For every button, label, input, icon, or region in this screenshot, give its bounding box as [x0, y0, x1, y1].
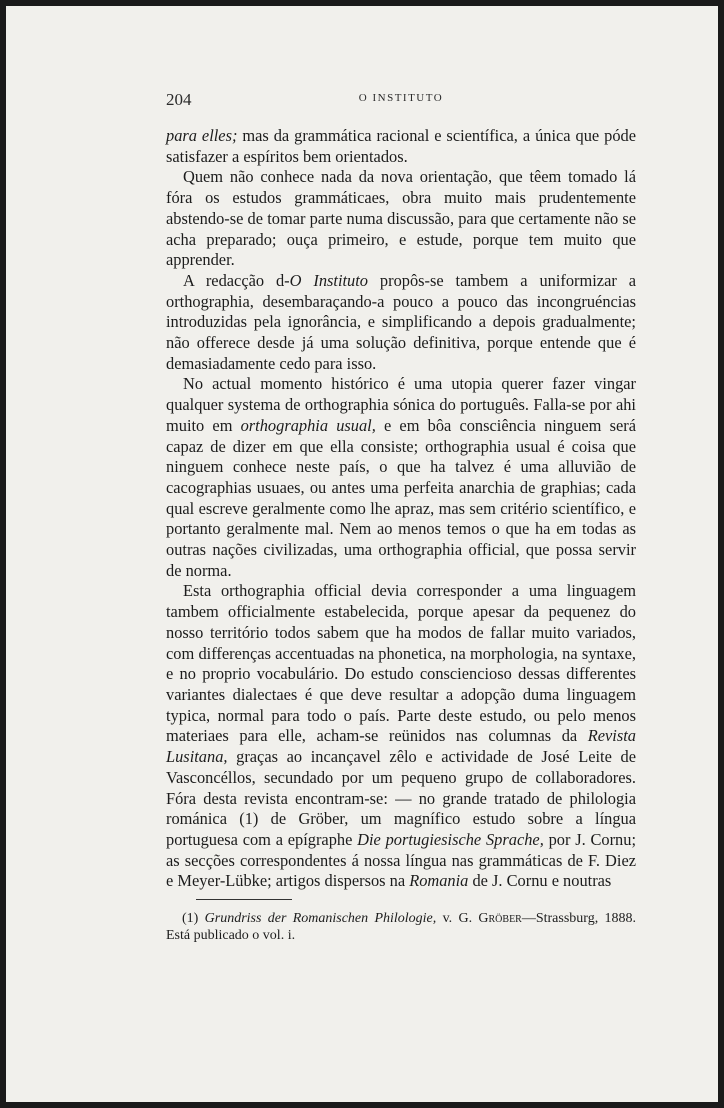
footnote [166, 910, 636, 944]
paragraph [166, 126, 636, 167]
text-run: de J. Cornu e noutras [468, 871, 612, 891]
paragraph [166, 271, 636, 375]
footnote-editor: Gröber [478, 911, 522, 926]
book-page [6, 6, 718, 1102]
italic-phrase: Romania [409, 871, 469, 891]
italic-phrase: para elles; [166, 126, 238, 145]
italic-phrase: orthographia usual, [240, 415, 376, 435]
journal-title: O INSTITUTO [358, 92, 444, 104]
footnote-marker: (1) [182, 911, 205, 926]
text-run: No actual momento histórico é uma utopia querer fazer vingar qualquer systema de orthographia sónica do português. Falla-se por ahi muito em [166, 374, 636, 435]
running-head [166, 90, 636, 110]
paragraph [166, 167, 636, 271]
text-run: A redacção d- [183, 270, 290, 290]
text-run: propôs-se tambem a uniformizar a orthographia, desembaraçando-a pouco a pouco das incongruéncias introduzidas pela ignorância, e simplificando a depois gradualmente; não offerece desde já uma solução definitiva, porque entende que é demasiadamente cedo para isso. [166, 270, 636, 373]
paragraph [166, 374, 636, 581]
text-run: —Strassburg, 1888. Está publicado o vol. i. [166, 911, 637, 943]
footnote-text [166, 910, 636, 944]
italic-phrase: Revista Lusitana, [166, 726, 636, 767]
page-number: 204 [166, 90, 192, 109]
text-run: e em bôa consciência ninguem será capaz de dizer em que ella consiste; orthographia usual é coisa que ninguem conhece neste país, o que ha talvez é uma alluvião de cacographias usuaes, ou antes uma perfeita anarchia de graphias; cada qual escreve geralmente como lhe apraz, mas sem critério scientífico, e portanto geralmente mal. Nem ao menos temos o que ha em todas as outras nações civilizadas, uma orthographia official, que possa servir de norma. [166, 415, 636, 580]
paragraph [166, 581, 636, 892]
footnote-divider [196, 899, 292, 900]
text-run: graças ao incançavel zêlo e actividade de José Leite de Vasconcéllos, secundado por um pequeno grupo de collaboradores. Fóra desta revista encontram-se: — no grande tratado de philologia románica (1) de Gröber, um magnífico estudo sobre a língua portuguesa com a epígraphe [166, 747, 636, 849]
italic-phrase: Die portugiesische Sprache, [357, 829, 544, 849]
text-run: v. G. [436, 911, 479, 926]
text-run: Quem não conhece nada da nova orientação, que têem tomado lá fóra os estudos grammáticaes, obra muito mais prudentemente abstendo-se de tomar parte numa discussão, para que certamente não se acha preparado; ouça primeiro, e estude, porque tem muito que apprender. [166, 167, 636, 270]
text-run: mas da grammática racional e scientífica, a única que póde satisfazer a espíritos bem orientados. [166, 126, 636, 166]
footnote-title: Grundriss der Romanischen Philologie, [204, 911, 437, 926]
text-run: Esta orthographia official devia corresponder a uma linguagem tambem officialmente estabelecida, porque apesar da pequenez do nosso território todos sabem que ha modos de fallar muito variados, com differenças accentuadas na phonetica, na morphologia, na syntaxe, e no proprio vocabulário. Do estudo consciencioso dessas differentes variantes dialectaes é que deve resultar a adopção duma linguagem typica, normal para todo o país. Parte deste estudo, ou pelo menos materiaes para elle, acham-se reünidos nas columnas da [166, 581, 636, 746]
body-text [166, 126, 636, 892]
italic-phrase: O Instituto [289, 270, 369, 290]
text-run: por J. Cornu; as secções correspondentes á nossa língua nas grammáticas de F. Diez e Meyer-Lübke; artigos dispersos na [166, 829, 636, 891]
